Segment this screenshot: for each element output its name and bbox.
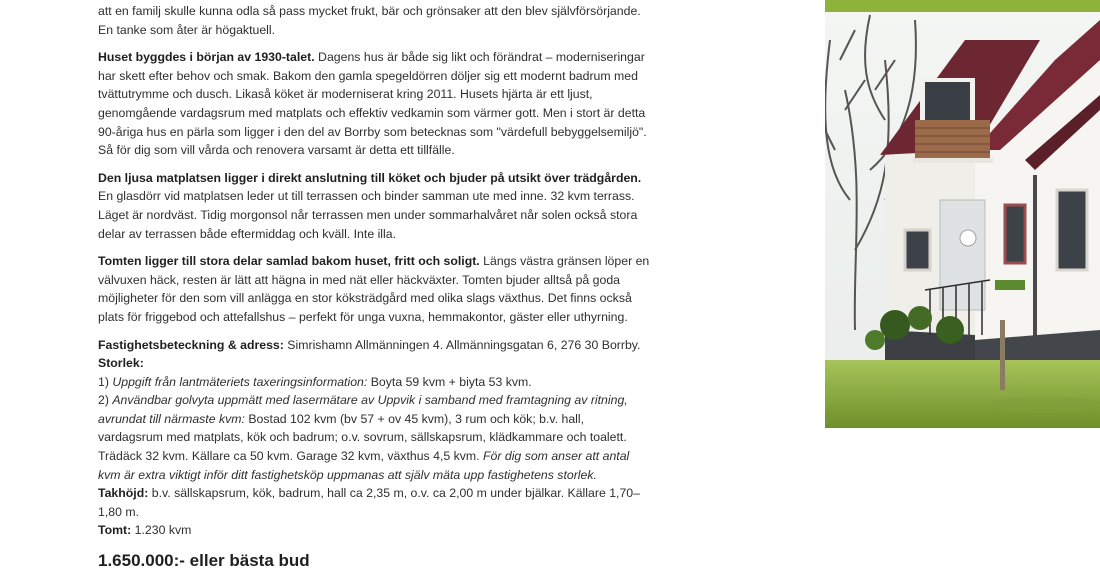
intro-paragraph: att en familj skulle kunna odla så pass mycket frukt, bär och grönsaker att den blev självförsörjande. En tanke som åter är högaktuell. — [98, 4, 641, 37]
item-source: Uppgift från lantmäteriets taxeringsinformation: — [112, 374, 368, 389]
item-note: För dig som anser att antal kvm är extra viktigt inför ditt fastighetsköp uppmanas att själv mäta upp fastighetens storlek. — [98, 449, 630, 482]
paragraph-lead: Tomten ligger till stora delar samlad bakom huset, fritt och soligt. — [98, 254, 480, 269]
paragraph-plot — [98, 252, 650, 326]
paragraph-body: Dagens hus är både sig likt och förändrat – moderniseringar har skett efter behov och smak. Bakom den gamla spegeldörren döljer sig ett modernt badrum med tvättutrymme och dusch. Likaså köket är moderniserat kring 2011. Husets hjärta är ett ljust, genomgående vardagsrum med matplats och effektiv vedkamin som värmer gott. Men i stort är detta 90-åriga hus en pärla som ligger i den del av Borrby som betecknas som "värdefull bebyggelsemiljö". Så för dig som vill vårda och renovera varsamt är detta ett tillfälle. — [98, 50, 647, 158]
paragraph-lead: Den ljusa matplatsen ligger i direkt anslutning till köket och bjuder på utsikt över trädgården. — [98, 170, 642, 185]
item-source: Användbar golvyta uppmätt med lasermätare av Uppvik i samband med framtagning av ritning, avrundat till närmaste kvm: — [98, 393, 628, 426]
paragraph-lead: Huset byggdes i början av 1930-talet. — [98, 50, 315, 65]
address-value: Simrishamn Allmänningen 4. Allmänningsgatan 6, 276 30 Borrby. — [283, 337, 641, 352]
ceiling-line — [98, 484, 650, 521]
paragraph-body: Längs västra gränsen löper en välvuxen häck, resten är lätt att hägna in med nät eller häckväxter. Tomten bjuder alltså på goda möjligheter för den som vill anlägga en stor köksträdgård med olika slags växthus. Det finns också plats för friggebod och attefallshus – perfekt för unga vuxna, hemmakontor, gäster eller uthyrning. — [98, 254, 650, 324]
item-number: 1) — [98, 374, 113, 389]
paragraph-dining — [98, 169, 650, 243]
price-heading: 1.650.000:- eller bästa bud — [98, 551, 310, 571]
size-item-1 — [98, 373, 650, 392]
article-column — [98, 2, 650, 572]
ceiling-value: b.v. sällskapsrum, kök, badrum, hall ca 2,35 m, o.v. ca 2,00 m under bjälkar. Källare 1,70–1,80 m. — [98, 486, 640, 519]
plot-line — [98, 521, 650, 540]
paragraph-body: En glasdörr vid matplatsen leder ut till terrassen och binder samman ute med inne. 32 kvm terrass. Läget är nordväst. Tidig morgonsol når terrassen men under sommarhalvåret når solen också stora delar av terrassen både eftermiddag och kväll. Inte illa. — [98, 189, 638, 241]
address-line — [98, 336, 650, 355]
size-heading — [98, 354, 650, 373]
plot-label: Tomt: — [98, 523, 132, 538]
item-number: 2) — [98, 393, 113, 408]
size-item-2 — [98, 391, 650, 484]
house-photo — [825, 0, 1100, 428]
plot-value: 1.230 kvm — [131, 523, 192, 538]
item-value: Bostad 102 kvm (bv 57 + ov 45 kvm), 3 rum och kök; b.v. hall, vardagsrum med matplats, kök och badrum; o.v. sovrum, sällskapsrum, klädkammare och toalett. Trädäck 32 kvm. Källare ca 50 kvm. Garage 32 kvm, växthus 4,5 kvm. — [98, 411, 627, 464]
paragraph-history — [98, 48, 650, 160]
size-label: Storlek: — [98, 356, 144, 371]
item-value: Boyta 59 kvm + biyta 53 kvm. — [367, 374, 532, 389]
ceiling-label: Takhöjd: — [98, 486, 149, 501]
property-facts — [98, 336, 650, 541]
address-label: Fastighetsbeteckning & adress: — [98, 337, 284, 352]
